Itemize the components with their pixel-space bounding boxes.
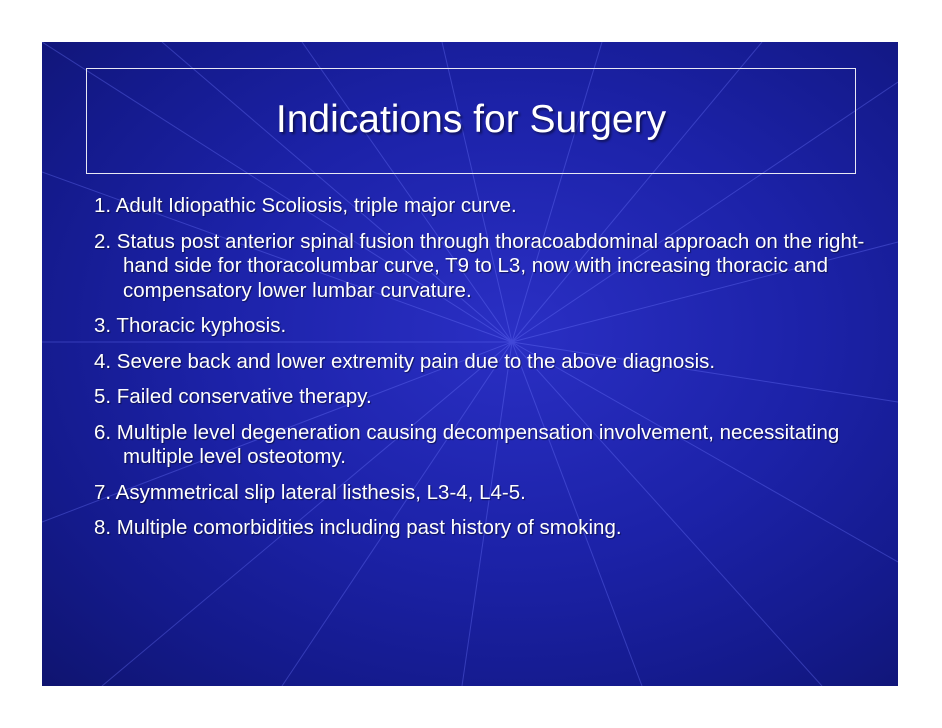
slide xyxy=(42,42,898,686)
list-item: 4. Severe back and lower extremity pain due to the above diagnosis. xyxy=(94,349,716,373)
list-item: 7. Asymmetrical slip lateral listhesis, L3-4, L4-5. xyxy=(94,480,526,504)
list-item: 8. Multiple comorbidities including past history of smoking. xyxy=(94,516,622,539)
list-item: 5. Failed conservative therapy. xyxy=(94,385,372,408)
title-frame xyxy=(86,68,856,174)
indications-list xyxy=(94,194,874,552)
slide-title: Indications for Surgery xyxy=(275,98,667,141)
list-item: 2. Status post anterior spinal fusion through thoracoabdominal approach on the right-hand side for thoracolumbar curve, T9 to L3, now with increasing thoracic and compensatory lower lumbar curvature. xyxy=(94,229,865,302)
list-item: 3. Thoracic kyphosis. xyxy=(94,314,287,337)
list-item: 6. Multiple level degeneration causing decompensation involvement, necessitating multiple level osteotomy. xyxy=(94,420,840,468)
list-item: 1. Adult Idiopathic Scoliosis, triple major curve. xyxy=(94,194,517,217)
